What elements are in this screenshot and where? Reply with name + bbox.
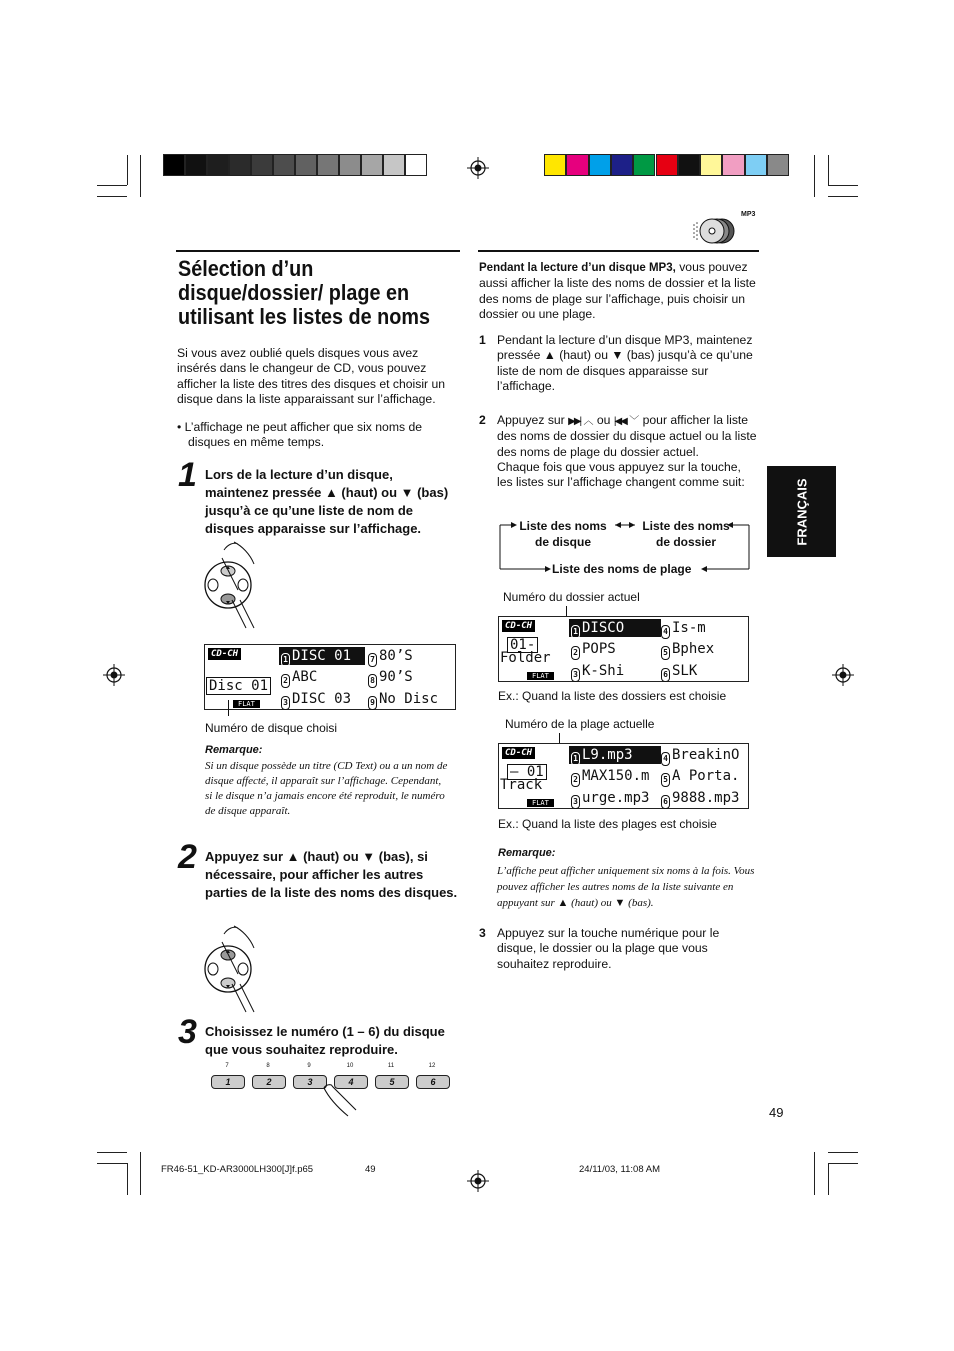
lcd-item-name: No Disc <box>379 691 439 707</box>
language-tab-label: FRANÇAIS <box>794 477 809 546</box>
language-tab <box>767 466 836 557</box>
step-2-number: 2 <box>178 838 197 876</box>
disc-number-icon: 7 <box>368 653 377 667</box>
color-swatch <box>207 154 229 176</box>
lcd-item <box>571 748 633 766</box>
lcd-item <box>571 664 624 682</box>
lcd-item <box>661 621 706 639</box>
step-3-text: Choisissez le numéro (1 – 6) du disque que vous souhaitez reproduire. <box>205 1024 445 1057</box>
crop-mark <box>828 1163 829 1195</box>
lcd-item-name: DISCO <box>582 620 625 636</box>
r-step-2-text <box>497 413 759 490</box>
disc-number-icon: 3 <box>281 696 290 710</box>
lcd-item-name: L9.mp3 <box>582 747 633 763</box>
lcd-item-name: SLK <box>672 663 698 679</box>
lcd-folder-list <box>498 616 749 682</box>
footer-date: 24/11/03, 11:08 AM <box>579 1164 660 1175</box>
finger-icon <box>318 1084 358 1120</box>
crop-mark <box>828 185 858 186</box>
lcd-item-name: POPS <box>582 641 616 657</box>
lcd-item <box>661 748 739 766</box>
folder-number-icon: 4 <box>661 625 670 639</box>
lcd-current-disc: Disc 01 <box>206 677 271 695</box>
lcd-item-name: urge.mp3 <box>582 790 650 806</box>
folder-number-icon: 1 <box>571 625 580 639</box>
crop-mark <box>828 196 858 197</box>
r-step-2-or: ou <box>596 413 611 427</box>
control-knob-icon <box>202 922 260 1018</box>
track-number-caption: Numéro de la plage actuelle <box>505 717 655 731</box>
number-key-6[interactable]: 6 <box>416 1075 450 1089</box>
flow-label: Liste des noms <box>642 519 730 533</box>
color-swatch <box>163 154 185 176</box>
footer-file: FR46-51_KD-AR3000LH300[J]f.p65 <box>161 1164 314 1175</box>
color-swatch <box>566 154 588 176</box>
lcd-item <box>281 649 351 667</box>
lcd-track-list <box>498 743 749 809</box>
folder-number-icon: 6 <box>661 668 670 682</box>
chevron-up-icon: ︿ <box>583 416 594 427</box>
color-swatch <box>611 154 633 176</box>
crop-mark <box>814 155 815 197</box>
track-number-icon: 6 <box>661 795 670 809</box>
track-number-icon: 3 <box>571 795 580 809</box>
lcd-item <box>368 670 413 688</box>
cd-ch-badge: CD-CH <box>502 620 535 632</box>
track-list-caption: Ex.: Quand la liste des plages est choisie <box>498 817 717 831</box>
track-number-icon: 4 <box>661 752 670 766</box>
track-number-icon: 1 <box>571 752 580 766</box>
color-swatch <box>544 154 566 176</box>
registration-mark-icon <box>467 1170 489 1192</box>
right-intro-rest: vous pouvez aussi afficher la liste des noms de dossier et la liste des noms de plage sur l’affichage, puis choisir un dossier ou une plage. <box>479 260 756 321</box>
color-swatch <box>722 154 744 176</box>
intro-text: Si vous avez oublié quels disques vous avez insérés dans le changeur de CD, vous pouvez afficher la liste des titres des disques et choisir un disque dans la liste apparaissant sur l’affichage. <box>177 346 446 406</box>
lcd-item <box>571 642 616 660</box>
page-title: Sélection d’un disque/dossier/ plage en utilisant les listes de noms <box>178 256 430 329</box>
lcd-item-name: Bphex <box>672 641 715 657</box>
cd-ch-badge: CD-CH <box>208 648 241 660</box>
remark-1-heading: Remarque: <box>205 744 263 756</box>
key-label: 12 <box>428 1063 436 1069</box>
color-swatch <box>700 154 722 176</box>
disc-number-icon: 1 <box>281 653 290 667</box>
color-swatch <box>273 154 295 176</box>
mp3-badge: MP3 <box>741 211 756 218</box>
r-step-3-number: 3 <box>479 926 486 940</box>
lcd-item-name: ABC <box>292 669 318 685</box>
folder-number-icon: 2 <box>571 646 580 660</box>
lcd-item-name: MAX150.m <box>582 768 650 784</box>
crop-mark <box>97 1163 127 1164</box>
flat-indicator: FLAT <box>233 700 260 708</box>
lcd-item <box>571 621 624 639</box>
folder-number-icon: 3 <box>571 668 580 682</box>
lcd-item-name: BreakinO <box>672 747 740 763</box>
crop-mark <box>828 1152 858 1153</box>
lcd-item <box>661 791 739 809</box>
r-step-2-b: pour afficher la liste des noms de dossier du disque actuel ou la liste des noms de plage du dossier actuel. <box>497 413 757 459</box>
right-intro <box>479 260 759 322</box>
lcd-item <box>281 670 317 688</box>
registration-mark-icon <box>103 664 125 686</box>
right-intro-bold: Pendant la lecture d’un disque MP3, <box>479 262 676 274</box>
disc-number-icon: 2 <box>281 674 290 688</box>
lcd-item <box>661 642 714 660</box>
remark-1-text: Si un disque possède un titre (CD Text) ou a un nom de disque affecté, il apparaît sur l’affichage. Cependant, si le disque n’a jamais encore été reproduit, le numéro de disque apparaît. <box>205 760 448 817</box>
flow-track-list: Liste des noms de plage <box>552 562 692 576</box>
color-swatch <box>745 154 767 176</box>
color-swatch <box>589 154 611 176</box>
lcd-item-name: Is-m <box>672 620 706 636</box>
folder-list-caption: Ex.: Quand la liste des dossiers est choisie <box>498 689 727 703</box>
key-label: 7 <box>225 1063 229 1069</box>
step-3-number: 3 <box>178 1013 197 1051</box>
lcd-item <box>661 769 739 787</box>
crop-mark <box>97 185 127 186</box>
lcd-item-name: DISC 01 <box>292 648 352 664</box>
flow-label: de disque <box>534 535 591 549</box>
lcd-item <box>571 791 649 809</box>
r-step-1-text: Pendant la lecture d’un disque MP3, maintenez pressée ▲ (haut) ou ▼ (bas) jusqu’à ce qu’une liste de nom de disques apparaisse sur l’affichage. <box>497 333 753 393</box>
lcd-track-label: Track <box>500 777 543 793</box>
disc-number-icon: 9 <box>368 696 377 710</box>
flat-indicator: FLAT <box>527 799 554 807</box>
track-number-icon: 5 <box>661 773 670 787</box>
number-key-2[interactable]: 2 <box>252 1075 286 1089</box>
page-number: 49 <box>769 1105 784 1120</box>
registration-mark-icon <box>467 157 489 179</box>
step-2-text: Appuyez sur ▲ (haut) ou ▼ (bas), si nécessaire, pour afficher les autres parties de la liste des noms des disques. <box>205 849 458 900</box>
remark-2-text: L’affiche peut afficher uniquement six noms à la fois. Vous pouvez afficher les autres noms de la liste suivante en appuyant sur ▲ (haut) ou ▼ (bas). <box>497 865 755 909</box>
skip-back-icon: |◀◀ <box>613 416 626 427</box>
lcd-item <box>281 692 351 710</box>
number-key-5[interactable]: 5 <box>375 1075 409 1089</box>
chevron-down-icon: ﹀ <box>629 416 640 427</box>
lcd-folder-number: 01- <box>507 637 538 653</box>
footer-page: 49 <box>365 1164 376 1175</box>
lcd-disc-list <box>204 644 456 710</box>
track-number-icon: 2 <box>571 773 580 787</box>
color-swatch <box>317 154 339 176</box>
crop-mark <box>140 1152 141 1195</box>
intro-bullet: • L’affichage ne peut afficher que six noms de disques en même temps. <box>177 420 423 450</box>
color-swatch <box>678 154 700 176</box>
r-step-3-text: Appuyez sur la touche numérique pour le disque, le dossier ou la plage que vous souhaitez reproduire. <box>497 926 720 971</box>
lcd-item-name: DISC 03 <box>292 691 352 707</box>
r-step-2-c: Chaque fois que vous appuyez sur la touche, les listes sur l’affichage changent comme suit: <box>497 459 745 490</box>
number-key-4[interactable]: 4 <box>334 1075 368 1089</box>
title-rule-right <box>478 250 759 252</box>
key-label: 9 <box>307 1063 311 1069</box>
crop-mark <box>828 1163 858 1164</box>
number-key-1[interactable]: 1 <box>211 1075 245 1089</box>
flow-label: de dossier <box>655 535 717 549</box>
crop-mark <box>814 1152 815 1195</box>
lcd-item-name: A Porta. <box>672 768 740 784</box>
color-swatch <box>656 154 678 176</box>
lcd-item-name: 9888.mp3 <box>672 790 740 806</box>
lcd-item-name: K-Shi <box>582 663 625 679</box>
r-step-2-number: 2 <box>479 413 486 427</box>
mp3-disc-icon <box>690 211 745 245</box>
flat-indicator: FLAT <box>527 672 554 680</box>
r-step-1-number: 1 <box>479 333 486 347</box>
lcd-item <box>368 649 413 667</box>
disc-number-icon: 8 <box>368 674 377 688</box>
control-knob-icon <box>202 538 260 634</box>
registration-mark-icon <box>832 664 854 686</box>
lcd1-caption: Numéro de disque choisi <box>205 721 338 735</box>
step-1-text: Lors de la lecture d’un disque, maintenez pressée ▲ (haut) ou ▼ (bas) jusqu’à ce qu’une liste de nom de disques apparaisse sur l’affichage. <box>205 467 449 536</box>
crop-mark <box>828 155 829 185</box>
folder-number-icon: 5 <box>661 646 670 660</box>
lcd-item-name: 80’S <box>379 648 413 664</box>
color-swatch <box>633 154 655 176</box>
lcd-track-number: – 01 <box>507 764 547 780</box>
key-label: 10 <box>346 1063 354 1069</box>
color-swatch <box>383 154 405 176</box>
key-label: 11 <box>387 1063 395 1069</box>
lcd-item <box>368 692 438 710</box>
lcd-folder-label: Folder <box>500 650 551 666</box>
color-swatch <box>295 154 317 176</box>
key-label: 8 <box>266 1063 270 1069</box>
callout-line <box>228 700 229 716</box>
number-key-3[interactable]: 3 <box>293 1075 327 1089</box>
lcd-item-name: 90’S <box>379 669 413 685</box>
r-step-2-a: Appuyez sur <box>497 413 565 427</box>
step-1-number: 1 <box>178 456 197 494</box>
lcd-item <box>571 769 649 787</box>
title-rule <box>176 250 460 252</box>
crop-mark <box>97 1152 127 1153</box>
skip-forward-icon: ▶▶| <box>568 416 581 427</box>
color-swatch <box>339 154 361 176</box>
lcd-item <box>661 664 697 682</box>
remark-2-heading: Remarque: <box>498 847 556 859</box>
color-swatch <box>185 154 207 176</box>
color-swatch <box>767 154 789 176</box>
color-swatch <box>361 154 383 176</box>
cd-ch-badge: CD-CH <box>502 747 535 759</box>
crop-mark <box>127 155 128 185</box>
crop-mark <box>127 1163 128 1195</box>
crop-mark <box>97 196 127 197</box>
color-swatch <box>405 154 427 176</box>
color-swatch <box>229 154 251 176</box>
flow-disc-list <box>517 518 609 550</box>
color-swatch <box>251 154 273 176</box>
folder-number-caption: Numéro du dossier actuel <box>503 590 640 604</box>
flow-folder-list <box>640 518 732 550</box>
crop-mark <box>140 155 141 197</box>
flow-label: Liste des noms <box>519 519 607 533</box>
